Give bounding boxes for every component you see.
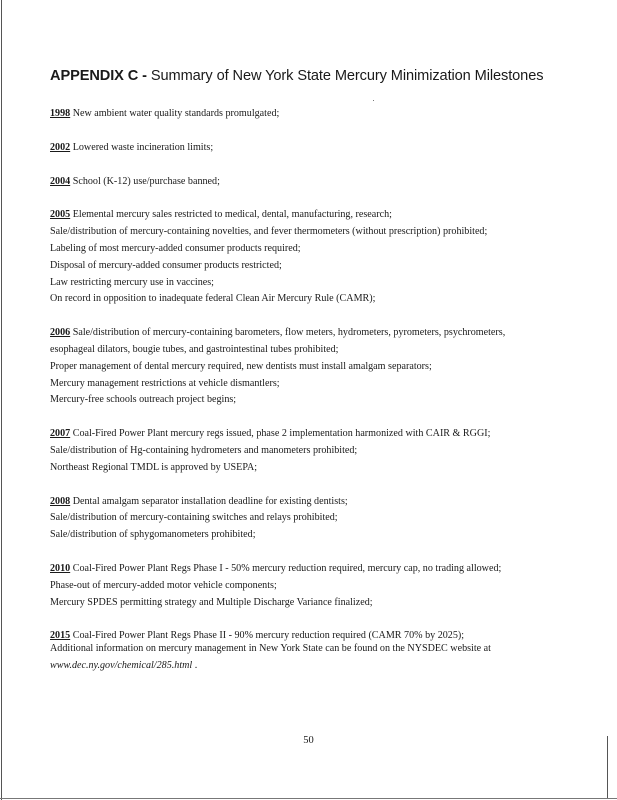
milestone-line: esophageal dilators, bougie tubes, and gastrointestinal tubes prohibited; <box>50 343 339 355</box>
milestone-year: 2002 <box>50 141 71 153</box>
milestone-line <box>50 494 580 511</box>
milestone-line: Northeast Regional TMDL is approved by USEPA; <box>50 461 258 473</box>
milestone-year: 2006 <box>50 327 71 339</box>
milestone-text: School (K-12) use/purchase banned; <box>72 175 220 187</box>
milestone-text: Coal-Fired Power Plant Regs Phase I - 50% mercury reduction required, mercury cap, no trading allowed; <box>72 562 502 574</box>
additional-info-text: Additional information on mercury management in New York State can be found on the NYSDEC website at <box>50 643 491 654</box>
additional-info <box>50 640 580 674</box>
scan-speck <box>373 100 374 101</box>
milestone-year: 2010 <box>50 562 71 574</box>
page-title <box>50 68 543 84</box>
nysdec-website-link[interactable]: www.dec.ny.gov/chemical/285.html <box>50 660 193 671</box>
additional-info-url-line <box>50 657 580 674</box>
milestone-line: Labeling of most mercury-added consumer products required; <box>50 242 301 254</box>
milestone-2005 <box>50 207 580 308</box>
page-number: 50 <box>303 735 314 746</box>
milestone-text: Coal-Fired Power Plant Regs Phase II - 90% mercury reduction required (CAMR 70% by 2025); <box>72 630 465 642</box>
milestone-line: Mercury management restrictions at vehicle dismantlers; <box>50 377 280 389</box>
milestone-line: Disposal of mercury-added consumer products restricted; <box>50 259 282 271</box>
title-text: Summary of New York State Mercury Minimization Milestones <box>150 68 544 84</box>
scan-left-edge <box>1 0 2 800</box>
milestone-text: Lowered waste incineration limits; <box>72 141 214 153</box>
milestone-text: Sale/distribution of mercury-containing barometers, flow meters, hydrometers, pyrometers, psychrometers, <box>72 327 506 339</box>
milestone-year: 2008 <box>50 495 71 507</box>
milestone-year: 2015 <box>50 630 71 642</box>
milestone-line <box>50 325 580 342</box>
milestone-line: Sale/distribution of mercury-containing novelties, and fever thermometers (without prescription) prohibited; <box>50 226 488 238</box>
milestone-line <box>50 140 580 157</box>
milestone-line: Mercury SPDES permitting strategy and Multiple Discharge Variance finalized; <box>50 596 373 608</box>
milestone-1998 <box>50 106 580 123</box>
milestone-2004 <box>50 174 580 191</box>
milestone-list <box>50 106 580 662</box>
milestone-text: Dental amalgam separator installation deadline for existing dentists; <box>72 495 348 507</box>
milestone-line: Mercury-free schools outreach project begins; <box>50 394 237 406</box>
title-prefix: APPENDIX C - <box>50 68 147 84</box>
milestone-text: Coal-Fired Power Plant mercury regs issued, phase 2 implementation harmonized with CAIR & RGGI; <box>72 428 491 440</box>
milestone-line: Phase-out of mercury-added motor vehicle components; <box>50 579 277 591</box>
milestone-line: Proper management of dental mercury required, new dentists must install amalgam separators; <box>50 360 432 372</box>
milestone-line <box>50 561 580 578</box>
milestone-year: 2005 <box>50 209 71 221</box>
milestone-line <box>50 426 580 443</box>
milestone-2007 <box>50 426 580 476</box>
additional-info-suffix: . <box>192 660 198 671</box>
milestone-year: 2007 <box>50 428 71 440</box>
milestone-line <box>50 174 580 191</box>
milestone-line: Law restricting mercury use in vaccines; <box>50 276 214 288</box>
milestone-line <box>50 207 580 224</box>
milestone-line: Sale/distribution of Hg-containing hydrometers and manometers prohibited; <box>50 444 358 456</box>
milestone-2006 <box>50 325 580 409</box>
milestone-year: 2004 <box>50 175 71 187</box>
milestone-text: New ambient water quality standards promulgated; <box>72 108 280 119</box>
milestone-2008 <box>50 494 580 544</box>
scan-bottom-edge <box>0 798 617 799</box>
milestone-year: 1998 <box>50 108 71 119</box>
milestone-text: Elemental mercury sales restricted to medical, dental, manufacturing, research; <box>72 209 392 221</box>
milestone-line: Sale/distribution of sphygomanometers prohibited; <box>50 529 256 541</box>
milestone-line: Sale/distribution of mercury-containing switches and relays prohibited; <box>50 512 338 524</box>
milestone-2010 <box>50 561 580 611</box>
milestone-line: On record in opposition to inadequate federal Clean Air Mercury Rule (CAMR); <box>50 293 376 305</box>
milestone-line <box>50 106 580 123</box>
milestone-2002 <box>50 140 580 157</box>
